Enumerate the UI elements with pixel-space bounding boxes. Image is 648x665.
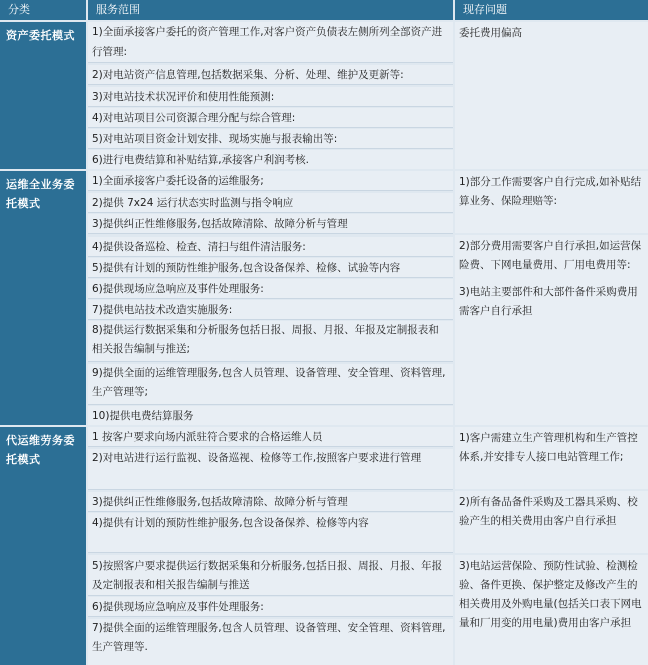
header-issue: 现存问题 [455, 0, 648, 20]
service-item: 5)提供有计划的预防性维护服务,包含设备保养、检修、试验等内容 [88, 258, 453, 278]
service-item: 2)对电站进行运行监视、设备巡视、检修等工作,按照客户要求进行管理 [88, 449, 453, 490]
service-item: 3)对电站技术状况评价和使用性能预测: [88, 87, 453, 107]
service-item: 7)提供全面的运维管理服务,包含人员管理、设备管理、安全管理、资料管理,生产管理等. [88, 619, 453, 665]
service-item: 6)进行电费结算和补贴结算,承接客户利润考核. [88, 150, 453, 169]
issue-item: 3)电站主要部件和大部件备件采购费用需客户自行承担 [459, 286, 638, 317]
service-item: 4)提供设备巡检、检查、清扫与组件清洁服务: [88, 237, 453, 257]
category-labor-om-entrust: 代运维劳务委托模式 [0, 427, 86, 665]
service-item: 7)提供电站技术改造实施服务: [88, 300, 453, 320]
service-item: 1)全面承接客户委托的资产管理工作,对客户资产负债表左侧所列全部资产进行管理: [88, 22, 453, 63]
issue-cell [455, 171, 648, 233]
issue-cell [455, 235, 648, 425]
issue-item: 委托费用偏高 [459, 27, 522, 39]
service-item: 4)对电站项目公司资源合理分配与综合管理: [88, 108, 453, 128]
service-item: 1 按客户要求向场内派驻符合要求的合格运维人员 [88, 427, 453, 447]
service-item: 3)提供纠正性维修服务,包括故障清除、故障分析与管理 [88, 214, 453, 234]
service-item: 3)提供纠正性维修服务,包括故障清除、故障分析与管理 [88, 492, 453, 512]
issue-item: 1)客户需建立生产管理机构和生产管控体系,并安排专人接口电站管理工作; [459, 432, 638, 463]
service-item: 10)提供电费结算服务 [88, 406, 453, 425]
service-item: 2)对电站资产信息管理,包括数据采集、分析、处理、维护及更新等: [88, 65, 453, 85]
category-asset-entrust: 资产委托模式 [0, 22, 86, 169]
header-service: 服务范围 [88, 0, 453, 20]
service-item: 5)按照客户要求提供运行数据采集和分析服务,包括日报、周报、月报、年报及定制报表和相关报告编制与推送 [88, 555, 453, 596]
issue-item: 2)部分费用需要客户自行承担,如运营保险费、下网电量费用、厂用电费用等: [459, 240, 642, 271]
service-item: 4)提供有计划的预防性维护服务,包含设备保养、检修等内容 [88, 513, 453, 553]
issue-item: 1)部分工作需要客户自行完成,如补贴结算业务、保险理赔等: [459, 176, 642, 207]
issue-item: 3)电站运营保险、预防性试验、检测检验、备件更换、保护整定及修改产生的相关费用及外购电量(包括关口表下网电量和厂用变的用电量)费用由客户承担 [459, 560, 642, 629]
issue-cell [455, 427, 648, 489]
service-item: 6)提供现场应急响应及事件处理服务: [88, 597, 453, 617]
service-item: 6)提供现场应急响应及事件处理服务: [88, 279, 453, 299]
issue-cell [455, 555, 648, 665]
service-item: 1)全面承接客户委托设备的运维服务; [88, 171, 453, 191]
service-item: 8)提供运行数据采集和分析服务包括日报、周报、月报、年报及定制报表和相关报告编制与推送; [88, 321, 453, 362]
issue-cell [455, 491, 648, 553]
category-full-om-entrust: 运维全业务委托模式 [0, 171, 86, 425]
service-item: 2)提供 7x24 运行状态实时监测与指令响应 [88, 193, 453, 213]
issue-item: 2)所有备品备件采购及工器具采购、校验产生的相关费用由客户自行承担 [459, 496, 638, 527]
issue-cell [455, 22, 648, 169]
header-category: 分类 [0, 0, 86, 20]
service-item: 9)提供全面的运维管理服务,包含人员管理、设备管理、安全管理、资料管理,生产管理等; [88, 364, 453, 405]
service-item: 5)对电站项目资金计划安排、现场实施与报表输出等: [88, 129, 453, 149]
